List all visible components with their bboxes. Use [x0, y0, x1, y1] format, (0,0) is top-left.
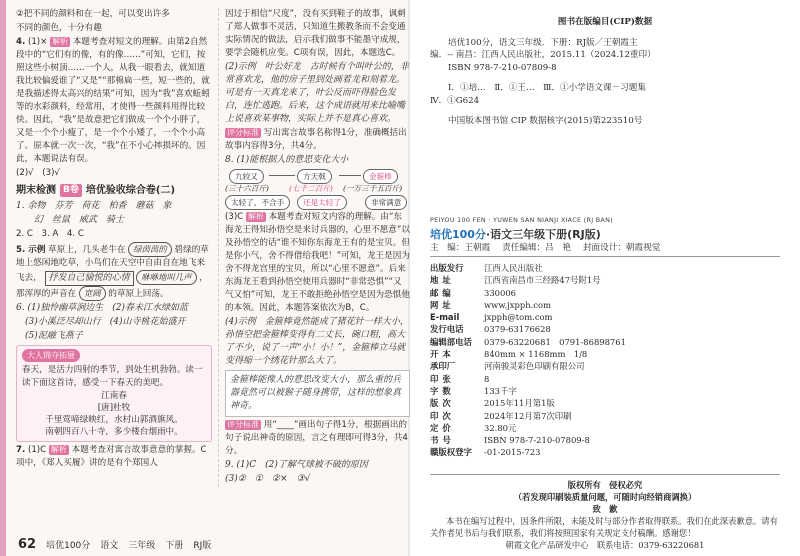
- spec-key: 出版发行: [430, 263, 464, 273]
- spec-value: 0379-63176628: [484, 324, 551, 335]
- poem-line: 南朝四百八十寺，多少楼台烟雨中。: [45, 427, 183, 437]
- spec-value: 32.80元: [484, 422, 517, 433]
- spec-row: [430, 360, 790, 372]
- section-header: [16, 184, 212, 197]
- extension-box: [16, 345, 212, 442]
- responsibility-line: [430, 241, 780, 257]
- cip-line: 培优100分，语文三年级．下册：RJ版／王朝霞主: [448, 37, 638, 48]
- chief-editor: 主 编：王朝霞: [430, 243, 491, 253]
- question-number: 4.: [16, 37, 26, 47]
- scoring-tag: 评分标准: [227, 128, 259, 137]
- cip-line: Ⅰ．①培… Ⅱ．①王… Ⅲ．①小学语文课－习题集: [448, 83, 646, 93]
- analysis-text: 本题考查对短文内容的理解。由“东海龙王得知孙悟空是来讨兵器的，心里不愿意”以及孙悟空的话“谁不知你东海龙王有的是宝贝。但是你小气，舍不得借给我吧！”可知，龙王是因为舍不得龙宫里的宝贝，所以“心里不愿意”。后来东海龙王看到孙悟空使用兵器时“非常恐惧”“又气又怕”可知，龙王不敢拒绝孙悟空是因为恐惧他的本领。因此，本题答案依次为B，C。: [225, 212, 410, 313]
- poem-author: [唐]杜牧: [97, 403, 131, 413]
- spec-value: 133千字: [484, 385, 517, 396]
- spec-row: [430, 373, 790, 385]
- diagram-node: 金箍棒: [363, 169, 398, 184]
- text-span: 草原上，几头老牛在: [48, 245, 126, 255]
- spec-value: -01-2015-723: [484, 447, 541, 458]
- text-span: ，那浑厚的声音在: [16, 273, 208, 299]
- question-number: 5. 示例: [16, 245, 46, 255]
- text-line: 不同的颜色，十分有趣: [16, 23, 102, 33]
- answer-line: (2)示例 叶公好龙 古时候有个叫叶公的，非常喜欢龙，他的房子里到处画着龙和刻着龙。可是有一天真龙来了，叶公反而吓得脸色发白，连忙逃跑。后来，这个成语就用来比喻嘴上说喜欢某事物，实际上并不是真心喜欢。: [225, 62, 409, 124]
- spec-value: 8: [484, 373, 490, 384]
- cip-line: 中国版本图书馆 CIP 数据核字(2015)第223510号: [448, 116, 643, 126]
- text-span: 的草原上回荡。: [108, 289, 169, 299]
- weapon-diagram: [225, 169, 410, 209]
- text-span: 碧绿的草地上悠闲地吃草，小鸟们在天空中自由自在地飞来飞去，: [16, 245, 209, 283]
- answer-line: 幻 丝鼠 威武 骑士: [16, 215, 125, 225]
- spec-key: 书号: [430, 435, 455, 446]
- diagram-arrow: [339, 175, 361, 176]
- spec-key: 网址: [430, 299, 455, 310]
- spec-value: 2024年12月第7次印刷: [484, 410, 572, 421]
- circled-phrase: 绿茵茵的: [128, 242, 172, 257]
- spec-key: 承印厂: [430, 361, 456, 372]
- analysis-text: 因过于相信“尺度”，没有买到鞋子的故事，讽刺了郑人做事不灵活，只知道生搬教条而不会变通实际情况的做法，启示我们做事不能墨守成规，要学会随机应变。C项有误，因此，本题选C。: [225, 9, 406, 58]
- spec-row: [430, 410, 790, 422]
- diagram-node: 太轻了，不合手: [225, 195, 290, 210]
- analysis-text: 本题考查对短文的理解。由第2自然段中的“它们有的像，有的像……”可知，它们，按照这些小树顶……一个人，从我一眼看去，就知道我比较偏爱谁了“又是”“那棉扁一些，短一些的，就是我描述得太高兴的结果”可知，因为“我”喜欢蚯蚓等的水彩颜料，经常用，才使得一些颜料用得比较快。因此，“我”是故意把它们做成一个个小胖了，又是一个个小瘦了，是一个个小矮了，一个个小高了。原本就一次一次，“我”在不小心摔损坏的。因此，本题说法有误。: [16, 37, 210, 164]
- spec-row: [430, 287, 790, 299]
- spec-key: 定价: [430, 422, 455, 433]
- scoring-tag: 评分标准: [227, 420, 259, 429]
- spec-key: 地址: [430, 275, 455, 286]
- spec-key: 版次: [430, 398, 455, 409]
- spec-key: 开本: [430, 349, 455, 360]
- answer-mark: (3)C: [225, 212, 244, 222]
- spec-value: www.jxpph.com: [484, 299, 551, 310]
- spec-row: [430, 422, 790, 434]
- scoring-text: 用“____”画出句子得1分，根据画出的句子说出神奇的原因，言之有理即可得3分，共4分。: [225, 420, 408, 456]
- scoring-note: [225, 419, 410, 458]
- text-line: ②把不同的颜料和在一起，可以变出许多: [16, 9, 170, 19]
- divider: [430, 474, 780, 475]
- answer-line: 6. (1)独怜幽草涧边生 (2)春未江水绿如蓝: [16, 303, 188, 313]
- answer-line: 1. 余物 芬芳 荷花 柏香 蘑菇 象: [16, 201, 172, 211]
- spec-value: 2015年11月第1版: [484, 398, 555, 409]
- answer-text: 金箍棒能像人的意思改变大小，那么重的兵器竟然可以被猴子随身携带，这样的想象真神奇。: [230, 375, 402, 411]
- boxed-phrase: 抒发自己愉悦的心情: [45, 271, 134, 286]
- right-page: [410, 0, 800, 556]
- question-7: [16, 444, 212, 470]
- answer-line: (3)② ① ②× ③√: [225, 474, 311, 484]
- spec-row: [430, 385, 790, 397]
- section-title: 培优验收综合卷(二): [85, 185, 176, 196]
- spec-value: jxpph@tom.com: [484, 312, 553, 323]
- spec-key: 赣版权登字: [430, 447, 472, 458]
- cip-title: 图书在版编目(CIP)数据: [557, 17, 653, 27]
- spec-value: 江西人民出版社: [484, 263, 543, 273]
- analysis-tag: 解析: [247, 212, 264, 221]
- answer-line: (3)小溪泛尽却山行 (4)山寺桃花始盛开: [16, 317, 186, 327]
- spec-row: [430, 397, 790, 409]
- answer-line: (5)泥融飞燕子: [16, 331, 110, 341]
- spec-row: [430, 348, 790, 360]
- footer-grade: 三年级: [128, 541, 156, 551]
- spec-key: 邮编: [430, 287, 455, 298]
- footer-edition: RJ版: [193, 541, 212, 551]
- diagram-node: 非常满意: [365, 195, 407, 210]
- cip-line: 编．-- 南昌：江西人民出版社，2015.11（2024.12重印）: [430, 50, 656, 60]
- diagram-label: (三十六百斤): [225, 184, 269, 193]
- answer-line: 8. (1)能根据人的意思变化大小: [225, 155, 349, 165]
- scoring-text: 写出寓言故事名称得1分，准确概括出故事内容得3分，共4分。: [225, 128, 407, 151]
- section-prefix: 期末检测: [16, 185, 56, 196]
- spec-value: 江西省南昌市三经路47号附1号: [484, 275, 601, 286]
- spec-row: [430, 434, 790, 446]
- spec-row: [430, 336, 790, 348]
- spec-key: 编辑部电话: [430, 336, 472, 347]
- spec-row: [430, 446, 790, 458]
- circled-phrase: 咻咻地叫几声: [136, 270, 196, 285]
- spec-key: E-mail: [430, 312, 460, 323]
- spec-key: 字数: [430, 385, 455, 396]
- answer-line: (4)示例 金箍棒竟然能成了猪花针一样大小，孙悟空把金箍棒变得有二丈长，碗口粗，高大了不少，说了一声“小！小！”，金箍棒立马就变得缩一个绣花针那么大了。: [225, 317, 409, 366]
- pinyin-title: PEIYOU 100 FEN · YUWEN SAN NIANJI XIACE (RJ BAN): [430, 216, 613, 224]
- responsible-editor: 责任编辑：吕 艳: [502, 243, 571, 253]
- poem-title: 江南春: [101, 391, 127, 401]
- spec-row: [430, 274, 790, 286]
- spec-value: 河南骏灵彩色印刷有限公司: [484, 361, 585, 372]
- question-number: 7.: [16, 445, 26, 455]
- answer-line: 9. (1)C (2)了解气球被不破的原因: [225, 460, 368, 470]
- rights-subtitle: （若发现印刷装质量问题，可随时向经销商调换）: [513, 492, 697, 502]
- answer-line: 2. C 3. A 4. C: [16, 229, 84, 239]
- answer-mark: (1)C: [27, 445, 47, 455]
- cip-line: Ⅳ．①G624: [430, 95, 480, 106]
- analysis-tag: 解析: [52, 37, 69, 46]
- diagram-label: (一万三千五百斤): [343, 184, 403, 193]
- spec-value: 330006: [484, 287, 516, 298]
- diagram-node: 方天戟: [297, 169, 332, 184]
- diagram-node: 还是太轻了: [297, 195, 347, 210]
- footer-brand: 培优100分: [46, 541, 91, 551]
- spec-key: 印张: [430, 373, 455, 384]
- spec-value: 0379-63220681 0791-86898761: [484, 336, 626, 347]
- rights-title: 版权所有 侵权必究: [567, 480, 643, 490]
- analysis-tag: 解析: [50, 445, 67, 454]
- page-footer: [18, 537, 211, 552]
- cip-line: ISBN 978-7-210-07809-8: [448, 62, 557, 73]
- spec-row: [430, 311, 790, 323]
- diagram-label: (七千二百斤): [289, 184, 333, 193]
- poem-line: 千里莺啼绿映红，水村山郭酒旗风。: [45, 415, 183, 425]
- answer-column-left: [16, 8, 212, 471]
- rights-block: [430, 472, 780, 551]
- book-title: [430, 226, 601, 242]
- section-badge: B卷: [60, 184, 82, 197]
- analysis-text: 本题考查对寓言故事意意的掌握。C项中，《郑人买履》讲的是有个郑国人: [16, 445, 207, 468]
- cover-designer: 封面设计：朝霞视觉: [582, 243, 661, 253]
- contact-line: 朝霞文化产品研发中心 联系电话：0379-63220681: [505, 540, 705, 550]
- question-4: [16, 36, 212, 166]
- apology-title: 致 歉: [592, 504, 618, 514]
- book-brand: 培优100分: [430, 228, 486, 241]
- footer-term: 下册: [165, 541, 184, 551]
- spec-key: 印次: [430, 410, 455, 421]
- circled-phrase: 宽阔: [79, 286, 106, 301]
- question-8-3: [225, 211, 410, 315]
- answer-box: [225, 370, 410, 417]
- spec-row: [430, 299, 790, 311]
- diagram-arrow: [269, 175, 295, 176]
- extension-text: 春天，是活力四射的季节，到处生机勃勃。读一读下面这首诗，感受一下春天的美吧。: [22, 365, 203, 388]
- answer-column-right: [218, 8, 410, 487]
- diagram-node: 九较又: [229, 169, 264, 184]
- spec-row: [430, 262, 790, 274]
- apology-text: 本书在编写过程中，因条件所限，未能及时与部分作者取得联系。我们在此深表歉意。请有关作者见书后与我们联系，我们将按照国家有关规定支付稿酬。感谢您！: [430, 516, 778, 538]
- spec-value: ISBN 978-7-210-07809-8: [484, 435, 590, 446]
- question-5: [16, 242, 212, 301]
- answer-line: (2)√ (3)√: [16, 168, 60, 178]
- cip-block: [430, 16, 780, 128]
- scoring-note: [225, 127, 410, 153]
- book-subtitle: ·语文三年级下册(RJ版): [485, 228, 601, 241]
- extension-title: 大人锦夺拓展: [22, 349, 80, 362]
- publication-specs: [430, 262, 790, 459]
- answer-mark: (1)×: [27, 37, 48, 47]
- page-number: 62: [18, 537, 37, 552]
- footer-subject: 语文: [100, 541, 119, 551]
- spec-value: 840mm × 1168mm 1/8: [484, 349, 588, 360]
- spec-row: [430, 323, 790, 335]
- spec-key: 发行电话: [430, 324, 464, 335]
